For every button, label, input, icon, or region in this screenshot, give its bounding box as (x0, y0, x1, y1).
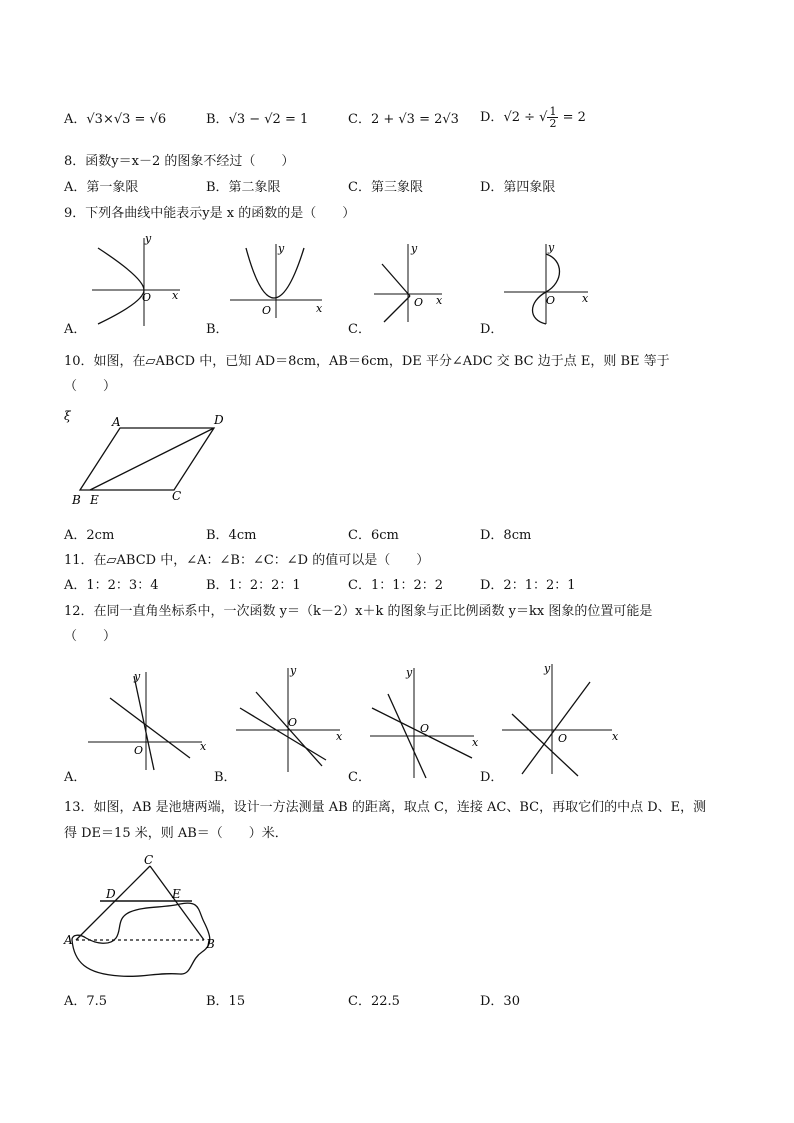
q12a-x-label: x (200, 740, 207, 753)
q12c-y-label: y (406, 666, 413, 679)
q9-label-d: D． (480, 322, 504, 337)
q12-stem-line1: 12．在同一直角坐标系中，一次函数 y＝（k－2）x＋k 的图象与正比例函数 y＝kx 图象的位置可能是 (64, 604, 653, 619)
q7-option-c-expr: 2 + √3 = 2√3 (370, 112, 459, 127)
q12-label-a: A． (64, 770, 87, 785)
q10-stem-line1: 10．如图，在▱ABCD 中，已知 AD＝8cm，AB＝6cm，DE 平分∠ADC 交 BC 边于点 E，则 BE 等于 (64, 354, 670, 369)
q10-point-a: A (112, 415, 121, 429)
q9-graph-a (84, 228, 194, 328)
q7-option-d-fraction (547, 106, 558, 129)
q9a-curve (98, 248, 144, 324)
q13-option-d: D．30 (480, 994, 520, 1009)
q11-option-d: D．2：1：2：1 (480, 578, 576, 593)
q9d-y-label: y (548, 241, 555, 254)
q9d-origin: O (546, 294, 556, 307)
q12b-x-label: x (336, 730, 343, 743)
q10-parallelogram (80, 428, 214, 490)
q10-point-c: C (172, 489, 182, 503)
q10-point-d: D (214, 413, 224, 427)
q13-option-c: C．22.5 (348, 994, 400, 1009)
q9a-y-label: y (145, 232, 152, 245)
q8-option-d: D．第四象限 (480, 180, 556, 195)
q9c-line-2 (384, 296, 410, 322)
q13-point-b: B (206, 937, 215, 951)
q12-graph-d (500, 660, 624, 776)
q12d-x-label: x (612, 730, 619, 743)
q11-stem: 11．在▱ABCD 中，∠A：∠B：∠C：∠D 的值可以是（ ） (64, 553, 430, 568)
q13-option-a: A．7.5 (64, 994, 108, 1009)
q13-pond-outline (72, 903, 210, 976)
q13-point-c: C (144, 853, 154, 867)
q13-option-b: B．15 (206, 994, 246, 1009)
q11-option-c: C．1：1：2：2 (348, 578, 444, 593)
q12-graph-b (232, 664, 352, 774)
q7-option-d-expr-left: √2 ÷ (503, 110, 536, 125)
q12-label-c: C． (348, 770, 371, 785)
q12d-origin: O (558, 732, 568, 745)
q9-stem: 9．下列各曲线中能表示y是 x 的函数的是（ ） (64, 206, 356, 221)
q12-graph-a (84, 662, 214, 772)
q7-option-b-expr: √3 − √2 = 1 (228, 112, 309, 127)
q12c-origin: O (420, 722, 430, 735)
q7-option-d-expr-right: = 2 (562, 110, 586, 125)
q9-label-a: A． (64, 322, 87, 337)
q9b-origin: O (262, 304, 272, 317)
q10-point-e: E (90, 493, 99, 507)
q12d-line-1 (512, 714, 578, 776)
q9c-line-1 (382, 264, 410, 296)
q9-graph-b (226, 238, 336, 320)
q12-graph-c (368, 664, 488, 780)
q9b-curve (246, 248, 304, 298)
q9c-origin: O (414, 296, 424, 309)
q13-point-d: D (106, 887, 116, 901)
q7-option-b (206, 112, 308, 128)
q7-option-c-label: C． (348, 112, 371, 127)
q9-graph-d (502, 240, 594, 324)
q9-label-b: B． (206, 322, 229, 337)
q7-option-d: D．√2 ÷ √ $\frac{1}{2}$ = 2 (480, 105, 586, 130)
q10-option-d: D．8cm (480, 528, 532, 543)
q13-point-e: E (172, 887, 181, 901)
q7-option-b-label: B． (206, 112, 229, 127)
q11-option-a: A．1：2：3：4 (64, 578, 159, 593)
q8-option-c: C．第三象限 (348, 180, 423, 195)
q7-fraction-numerator: 1 (549, 105, 557, 118)
q12-stem-line2: （ ） (64, 629, 117, 644)
q10-option-a: A．2cm (64, 528, 115, 543)
q7-option-a-label: A． (64, 112, 87, 127)
q13-stem-line1: 13．如图，AB 是池塘两端，设计一方法测量 AB 的距离，取点 C，连接 AC、BC，再取它们的中点 D、E，测 (64, 800, 707, 815)
q13-stem-line2: 得 DE＝15 米，则 AB＝（ ）米． (64, 826, 288, 841)
q12a-origin: O (134, 744, 144, 757)
q10-mark: ξ (64, 409, 71, 423)
q9-graph-c (370, 240, 450, 322)
q10-parallelogram-figure (60, 404, 240, 508)
q12d-y-label: y (544, 662, 551, 675)
q9c-x-label: x (436, 294, 443, 307)
q8-option-a: A．第一象限 (64, 180, 139, 195)
q12d-line-2 (522, 682, 590, 774)
q9-label-c: C． (348, 322, 371, 337)
q13-segment-ca (76, 866, 150, 940)
q9b-y-label: y (278, 242, 285, 255)
q12a-y-label: y (134, 670, 141, 683)
q8-stem: 8．函数y＝x－2 的图象不经过（ ） (64, 154, 295, 169)
q12c-x-label: x (472, 736, 479, 749)
q13-segment-cb (150, 866, 204, 940)
q12-label-d: D． (480, 770, 504, 785)
q12b-y-label: y (290, 664, 297, 677)
q10-option-b: B．4cm (206, 528, 257, 543)
q13-pond-figure (60, 852, 230, 986)
q13-point-a: A (64, 933, 73, 947)
q9d-x-label: x (582, 292, 589, 305)
q7-option-c (348, 112, 459, 128)
q7-option-a-expr: √3×√3 = √6 (86, 112, 167, 127)
q10-point-b: B (72, 493, 81, 507)
q9c-y-label: y (411, 242, 418, 255)
q9a-origin: O (142, 291, 152, 304)
q7-option-d-label: D． (480, 110, 504, 125)
q12b-line-2 (240, 708, 326, 760)
q12b-origin: O (288, 716, 298, 729)
q8-option-b: B．第二象限 (206, 180, 281, 195)
q7-fraction-denominator: 2 (549, 117, 557, 130)
q9a-x-label: x (172, 289, 179, 302)
q12b-line-1 (256, 692, 322, 766)
q11-option-b: B．1：2：2：1 (206, 578, 301, 593)
q10-stem-line2: （ ） (64, 379, 117, 394)
q7-option-a (64, 112, 166, 128)
q10-segment-de (90, 428, 214, 490)
q9b-x-label: x (316, 302, 323, 315)
q12-label-b: B． (214, 770, 237, 785)
q10-option-c: C．6cm (348, 528, 399, 543)
